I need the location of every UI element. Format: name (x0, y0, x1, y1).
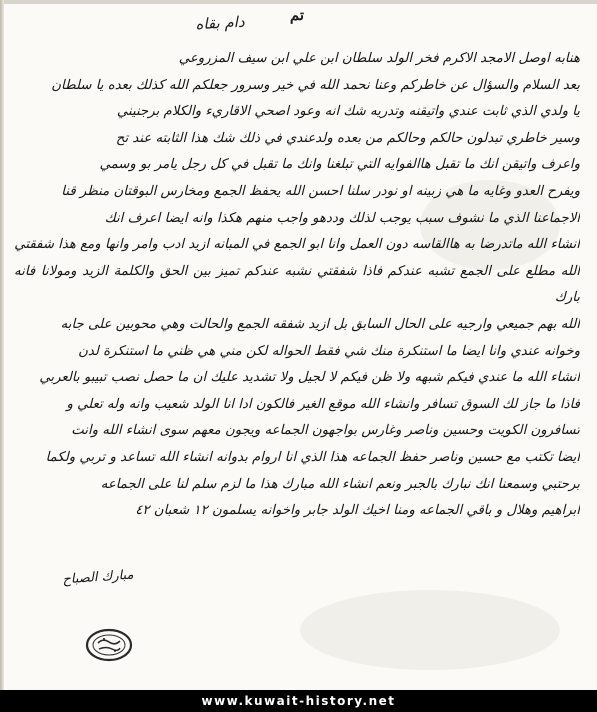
watermark-url: www.kuwait-history.net (201, 694, 396, 708)
signature: مبارك الصباح (61, 567, 134, 588)
scan-left-edge (0, 0, 4, 690)
scan-top-edge (0, 0, 597, 4)
footer-watermark-bar (0, 690, 597, 712)
letter-heading: دام بقاه (195, 12, 245, 34)
round-seal-icon (84, 628, 134, 662)
page-marker: تم (289, 6, 305, 24)
letter-body: هنابه اوصل الامجد الاكرم فخر الولد سلطان ابن علي ابن سيف المزروعي بعد السلام والسؤال عن خاطركم وعنا نحمد الله في خير وسرور جعلكم الله كذلك بعده يا سلطان يا ولدي الذي ثابت عندي واتيقنه وتدريه شك انه وعود اصحي الاقاريء والكلام برجنيني وسير خاطري تبدلون حالكم وحالكم من بعده ولدعندي في ذلك شك هذا الثابته عند تح واعرف واتيقن انك ما تقبل هاالفوايه التي تبلغنا وانك ما تقبل في كل رجل يامر بو وسمي ويفرح العدو وغايه ما هي زبينه او نودر سلنا احسن الله يحفظ الجمع ومخارس البوقتان منظر قنا الاجماعنا الذي ما نشوف سبب يوجب لذلك وددهو واجب منهم هكذا وانه ايضا اعرف انك انشاء الله ماتدرضا به هاالقاسه دون العمل وانا ابو الجمع في المبانه ازيد ادب وامر وانها ومع هذا شفقتي الله مطلع على الجمع تشبه عندكم فاذا شفقتي نشبه عندكم تميز بين الحق والكلمة الزيد ومولانا فانه بارك الله بهم جميعي وارجيه على الحال السابق بل ازيد شفقه الجمع والحالت وهي محوبين على جابه وخوانه عندي وانا ايضا ما استنكرة منك شي فقط الحواله لكن مني هي ظني ما استنكرة لدن انشاء الله ما عندي فيكم شبهه ولا ظن فيكم لا لجيل ولا تشديد عليك ان ما حصل نصب تبيبو بالعربي فاذا ما جاز لك السوق تسافر وانشاء الله موقع الغير فالكون ادا انا الولد شعيب وانه وله تعلي و تسافرون الكويت وحسين وناصر وغارس بواجهون الجماعه ويجون معهم سوى انشاء الله وانت ايضا تكتب مع حسين وناصر حفظ الجماعه هذا الذي انا اروام بدوانه انشاء الله تساعد و تربي ولكما برحتبي وسمعنا انك نبارك بالجبر ونعم انشاء الله مبارك هذا ما لزم سلم لنا على الجماعه ابراهيم وهلال و باقي الجماعه ومنا اخيك الولد جابر واخوانه يسلمون ١٢ شعبان ٤٢ (14, 51, 580, 519)
